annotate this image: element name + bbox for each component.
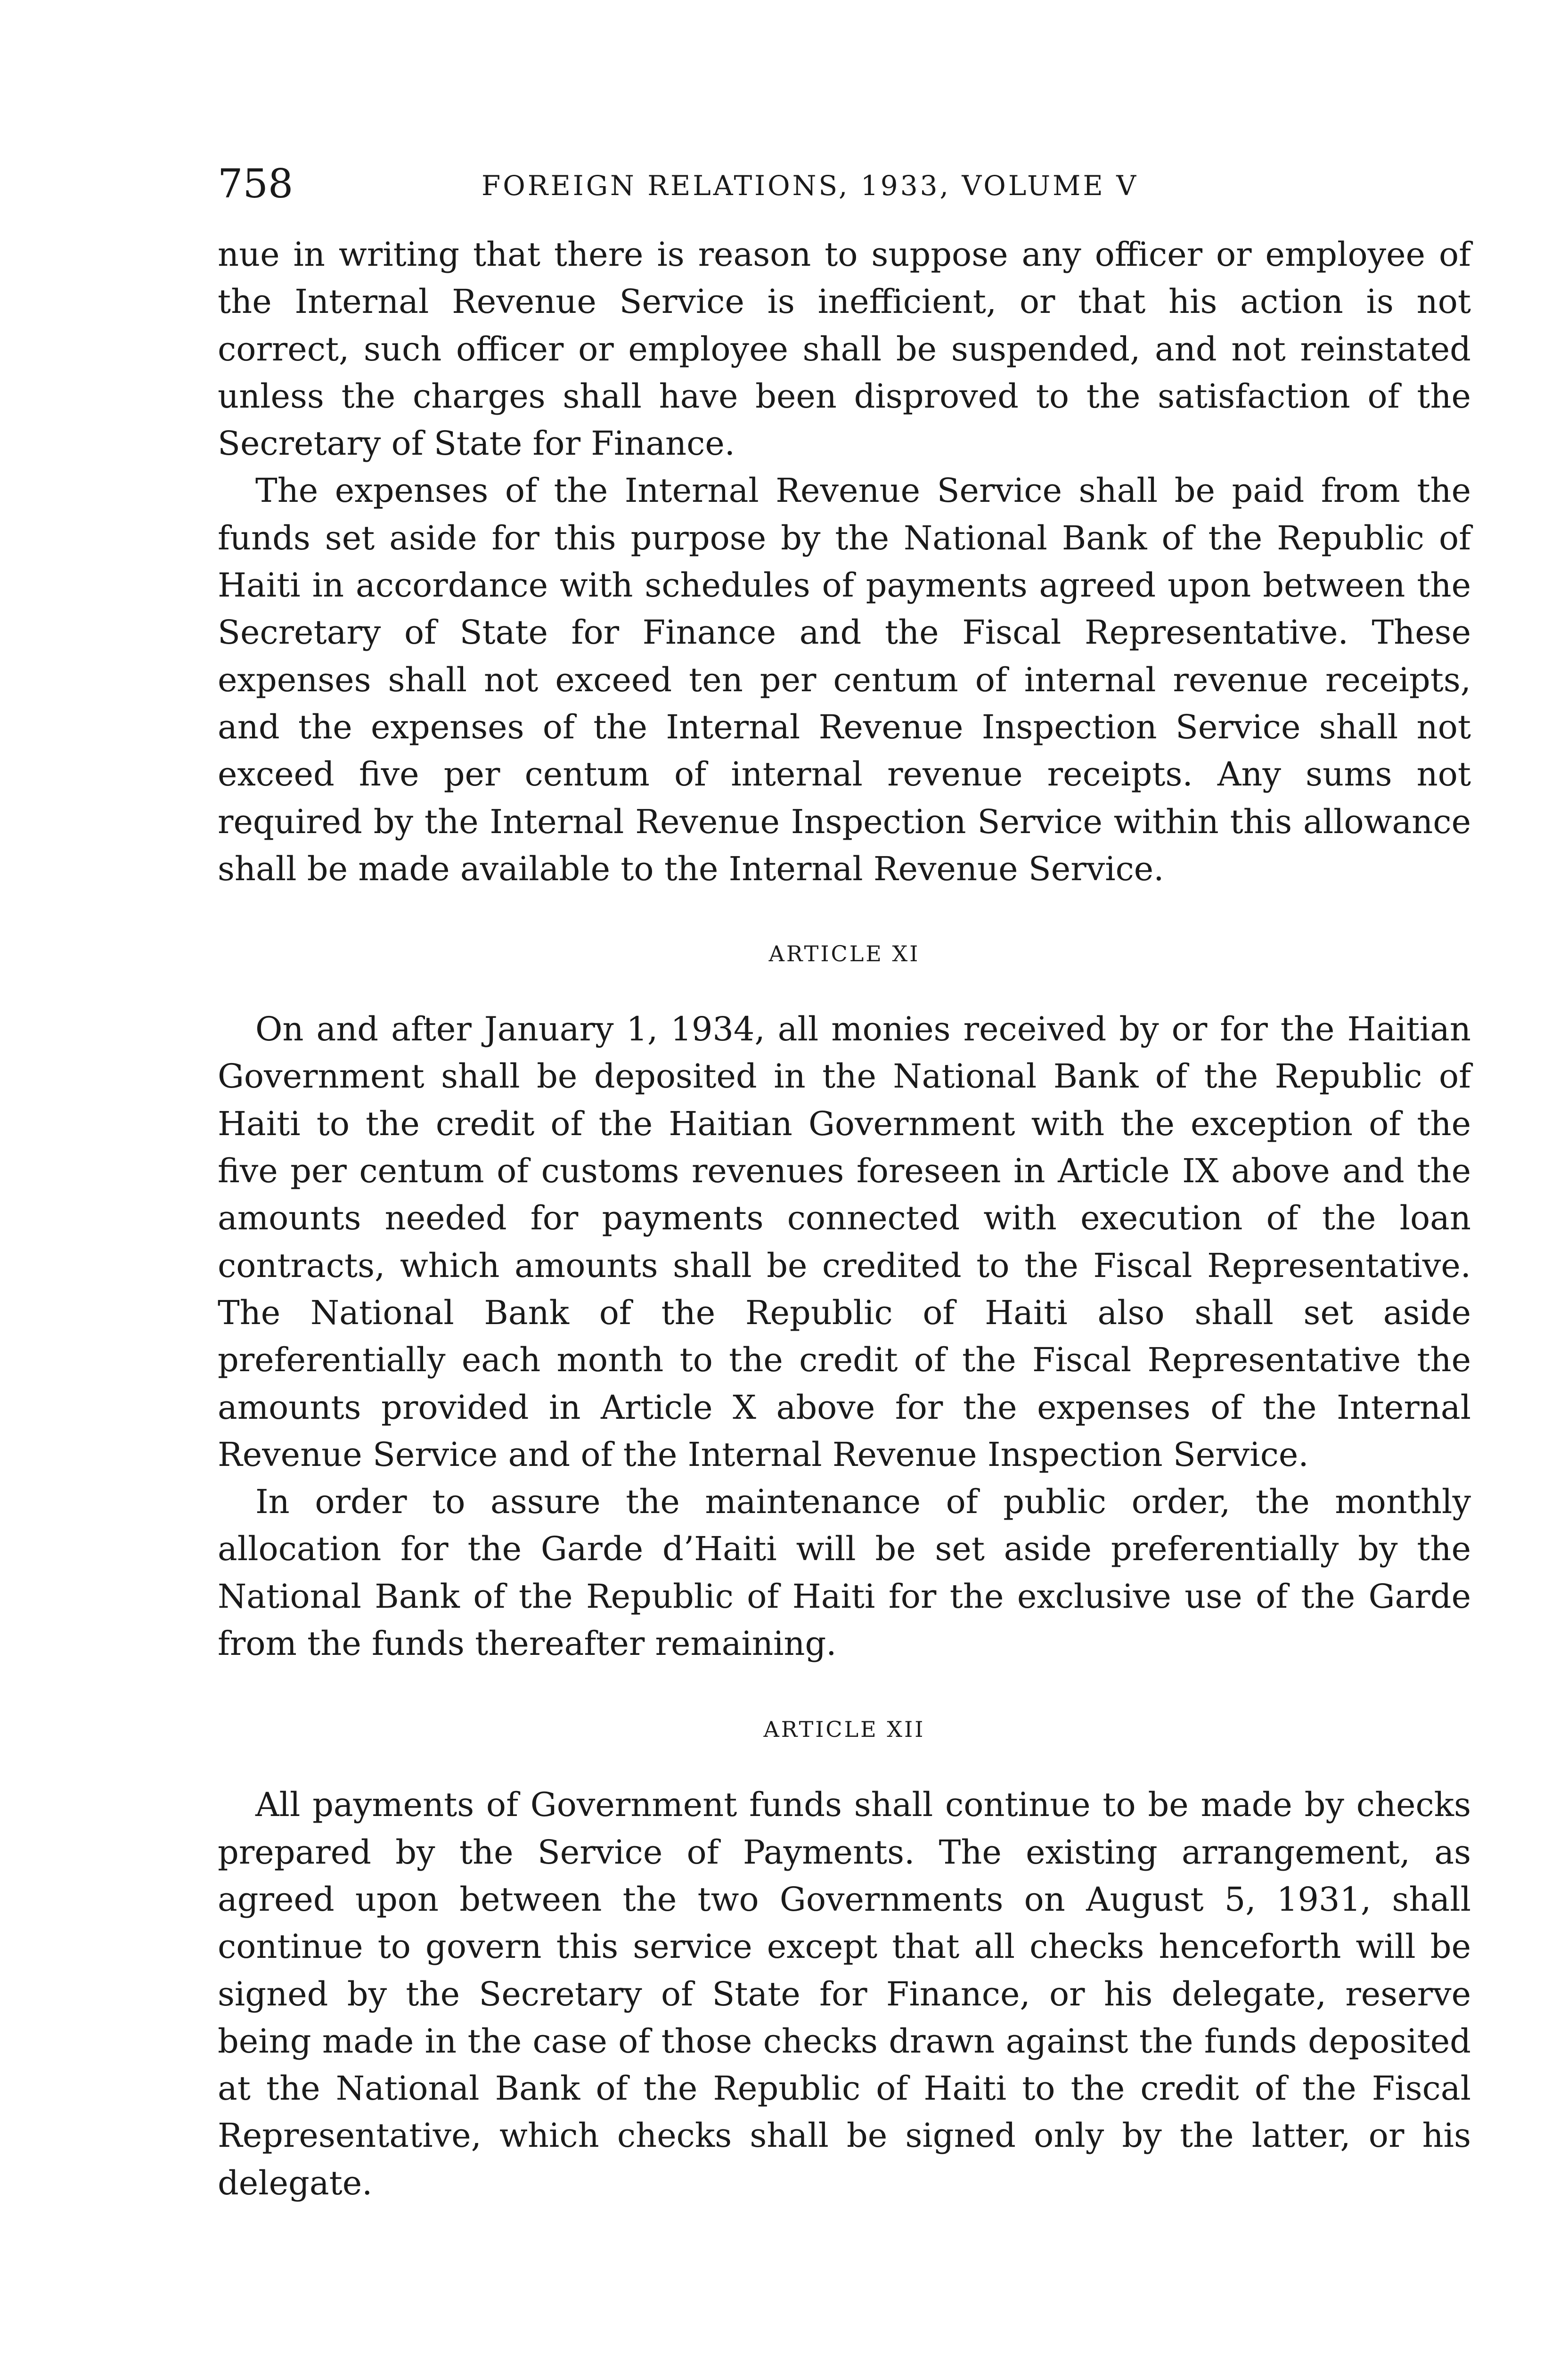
page-header: [218, 160, 1471, 212]
expenses-paragraph: The expenses of the Internal Revenue Service shall be paid from the funds set aside for this purpose by the National Bank of the Republic of Haiti in accordance with schedules of payments agreed upon between the Secretary of State for Finance and the Fiscal Representative. These expenses shall not exceed ten per centum of internal revenue receipts, and the expenses of the Internal Revenue Inspection Service shall not exceed five per centum of internal revenue receipts. Any sums not required by the Internal Revenue Inspection Service within this allowance shall be made available to the Internal Revenue Service.: [218, 471, 1471, 888]
article-xi-paragraph-1: On and after January 1, 1934, all monies received by or for the Haitian Government shall be deposited in the National Bank of the Republic of Haiti to the credit of the Haitian Government with the exception of the five per centum of customs revenues foreseen in Article IX above and the amounts needed for payments connected with execution of the loan contracts, which amounts shall be credited to the Fiscal Representative. The National Bank of the Republic of Haiti also shall set aside preferentially each month to the credit of the Fiscal Representative the amounts provided in Article X above for the expenses of the Internal Revenue Service and of the Internal Revenue Inspection Service.: [218, 1010, 1471, 1474]
article-xi-heading: ARTICLE XI: [768, 941, 920, 967]
continuation-paragraph: nue in writing that there is reason to suppose any officer or employee of the Internal Revenue Service is inefficient, or that his action is not correct, such officer or employee shall be suspended, and not reinstated unless the charges shall have been disproved to the satisfaction of the Secretary of State for Finance.: [218, 235, 1471, 463]
article-xi-paragraph-2: In order to assure the maintenance of public order, the monthly allocation for the Garde d’Haiti will be set aside preferentially by the National Bank of the Republic of Haiti for the exclusive use of the Garde from the funds thereafter remaining.: [218, 1482, 1471, 1663]
running-title: FOREIGN RELATIONS, 1933, VOLUME V: [482, 170, 1139, 202]
article-xii-paragraph-1: All payments of Government funds shall continue to be made by checks prepared by the Service of Payments. The existing arrangement, as agreed upon between the two Governments on August 5, 1931, shall continue to govern this service except that all checks henceforth will be signed by the Secretary of State for Finance, or his delegate, reserve being made in the case of those checks drawn against the funds deposited at the National Bank of the Republic of Haiti to the credit of the Fiscal Representative, which checks shall be signed only by the latter, or his delegate.: [218, 1785, 1471, 2202]
document-page: [218, 160, 1471, 2207]
article-xii-heading: ARTICLE XII: [763, 1717, 925, 1742]
page-number: 758: [218, 161, 294, 207]
